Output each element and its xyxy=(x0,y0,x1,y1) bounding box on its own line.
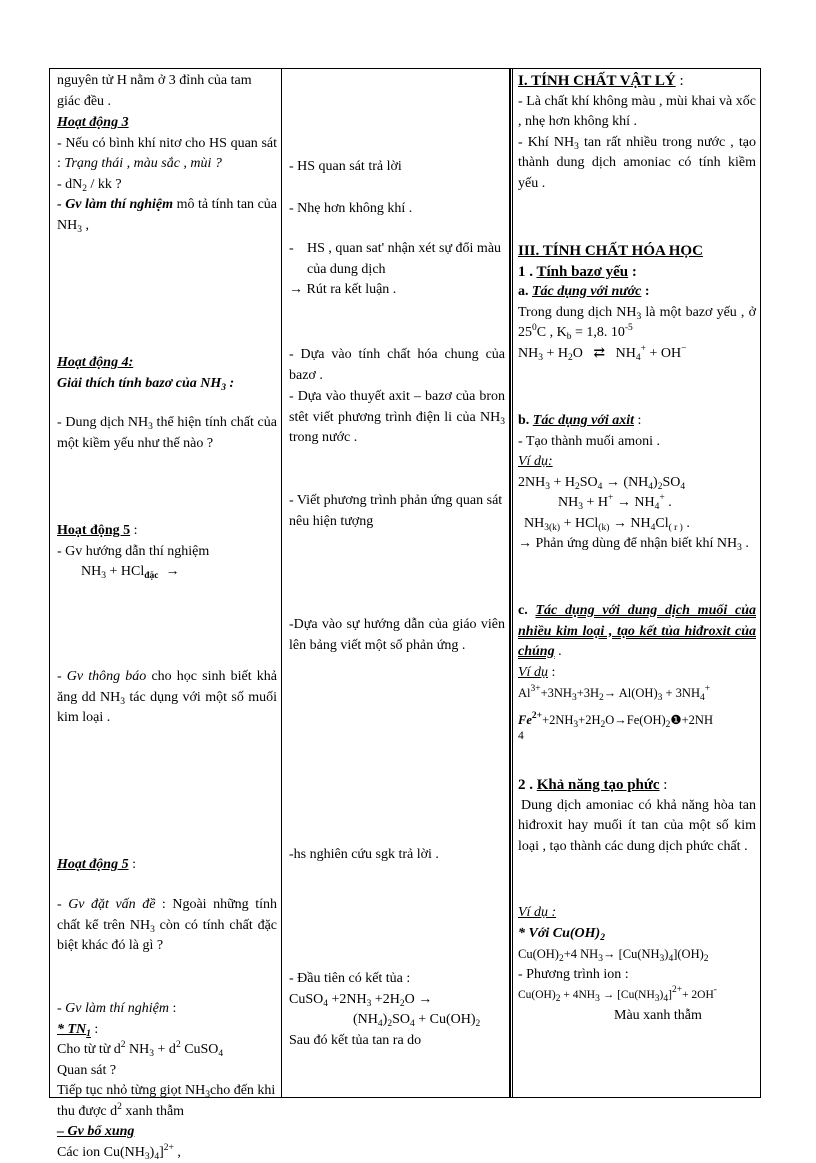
activity-5a-title: Hoạt động 5 xyxy=(57,523,131,538)
teacher-question: - Gv đặt vấn đề : Ngoài những tính chất kể trên $NH_3$ còn có tính chất đặc biệt khác đó là gì ? xyxy=(57,897,277,953)
teacher-notice: - Gv thông báo cho học sinh biết khả ăng dd $NH_3$ tác dụng với một số muối kim loại . xyxy=(57,669,277,725)
section-chemical: III. TÍNH CHẤT HÓA HỌC 1 . Tính bazơ yếu : a. Tác dụng với nước : Trong dung dịch $NH_3$ là một bazơ yếu , ở $25^0C$ , $K_b = 1,8$. $10^{-5}$ $NH_3 + H_2O$ ⇄ $NH_4^+ + OH^-$ xyxy=(518,243,756,363)
activity-3-title: Hoạt động 3 xyxy=(57,115,129,130)
activity-4-title: Hoạt động 4: xyxy=(57,355,134,370)
section-complex: 2 . Khả năng tạo phức : Dung dịch amoniac có khả năng hòa tan hiđroxit hay muối ít tan của một số kim loại , tạo thành các dung dịch phức chất . xyxy=(518,777,756,854)
student-answer-8: -hs nghiên cứu sgk trả lời . xyxy=(289,847,439,862)
student-answer-3: - HS , quan sat' nhận xét sự đổi màu của dung dịch → Rút ra kết luận . xyxy=(289,241,502,297)
activity-3: Hoạt động 3 - Nếu có bình khí nitơ cho HS quan sát : Trạng thái , màu sắc , mùi ? - $dN_2$ / kk ? - Gv làm thí nghiệm mô tả tính tan của $NH_3$ , xyxy=(57,115,277,235)
activity-5a: Hoạt động 5 : - Gv hướng dẫn thí nghiệm $NH_3 + HCl_{đặc}$ → xyxy=(57,523,210,581)
activity-5b: Hoạt động 5 : xyxy=(57,857,136,872)
activity-5b-title: Hoạt động 5 xyxy=(57,857,129,872)
student-answer-5: - Dựa vào thuyết axit – bazơ của bron stêt viết phương trình điện li của $NH_3$ trong nước . xyxy=(289,389,505,445)
experiment-1: - Gv làm thí nghiệm : * $TN_1$ : Cho từ từ $d^2$ $NH_3 + d^2$ CuSO$_4$ Quan sát ? Tiếp tục nhỏ từng giọt $NH_3cho$ đến khi thu được $d^2$ xanh thẫm – Gv bổ xung Các ion $Cu(NH_3)_4]^{2+}$ , xyxy=(57,1001,276,1162)
student-answer-4: - Dựa vào tính chất hóa chung của bazơ . xyxy=(289,347,505,383)
activity-4: Hoạt động 4: Giải thích tính bazơ của $NH_3$ : xyxy=(57,353,277,394)
physical-properties-heading: I. TÍNH CHẤT VẬT LÝ xyxy=(518,73,676,89)
section-example-cu: Ví dụ : * Với $Cu(OH)_2$ $Cu(OH)_2+4$ $NH_3\to [Cu(NH_3)_4](OH)_2$ - Phương trình ion : $Cu(OH)_2 + 4NH_3 \to [Cu(NH_3)_4]^{2+}+ 2OH^-$ Màu xanh thẫm xyxy=(518,905,717,1023)
section-physical: I. TÍNH CHẤT VẬT LÝ : - Là chất khí không màu , mùi khai và xốc , nhẹ hơn không khí . - Khí $NH_3$ tan rất nhiều trong nước , tạo thành dung dịch amoniac có tính kiềm yếu . xyxy=(518,73,756,191)
lesson-content-column xyxy=(510,69,760,1097)
section-salt: c. Tác dụng với dung dịch muối của nhiều kim loại , tạo kết tủa hiđroxit của chúng . Ví dụ : $Al^{3+}+3NH_3+3H_2\to Al(OH)_3 + 3NH_4^+$ $Fe^{2+}+2NH_3+2H_2O\to Fe(OH)_2❶+2NH$ 4 xyxy=(518,603,757,742)
student-answer-1: - HS quan sát trả lời xyxy=(289,159,402,174)
equilibrium-arrow: ⇄ xyxy=(593,345,606,361)
lesson-table xyxy=(49,68,761,1162)
intro-text: nguyên tử H nằm ở 3 đỉnh của tam giác đều . xyxy=(57,73,252,109)
student-answer-9: - Đầu tiên có kết tủa : CuSO$_4$ $+2NH_3 +2H_2O$ → $(NH_4)_2SO_4 + Cu(OH)_2$ Sau đó kết tủa tan ra do xyxy=(289,971,481,1048)
section-acid: b. Tác dụng với axit : - Tạo thành muối amoni . Ví dụ: $2NH_3 + H_2SO_4 \to (NH_4)_2SO_4$ $NH_3 + H^+ \to NH_4^+$ . $NH_{3(k)} + HCl_{(k)} \to NH_4Cl_{( r )}$ . → Phản ứng dùng để nhận biết khí $NH_3$ . xyxy=(518,413,749,553)
chemical-properties-heading: III. TÍNH CHẤT HÓA HỌC xyxy=(518,243,703,259)
student-answer-2: - Nhẹ hơn không khí . xyxy=(289,201,413,216)
student-activities-column xyxy=(282,69,510,1097)
teacher-activities-column xyxy=(50,69,282,1162)
student-answer-7: -Dựa vào sự hướng dẫn của giáo viên lên bảng viết một số phản ứng . xyxy=(289,617,505,653)
student-answer-6: - Viết phương trình phản ứng quan sát nêu hiện tượng xyxy=(289,493,503,529)
activity-4-text: - Dung dịch $NH_3$ thể hiện tính chất của một kiềm yếu như thế nào ? xyxy=(57,415,277,451)
